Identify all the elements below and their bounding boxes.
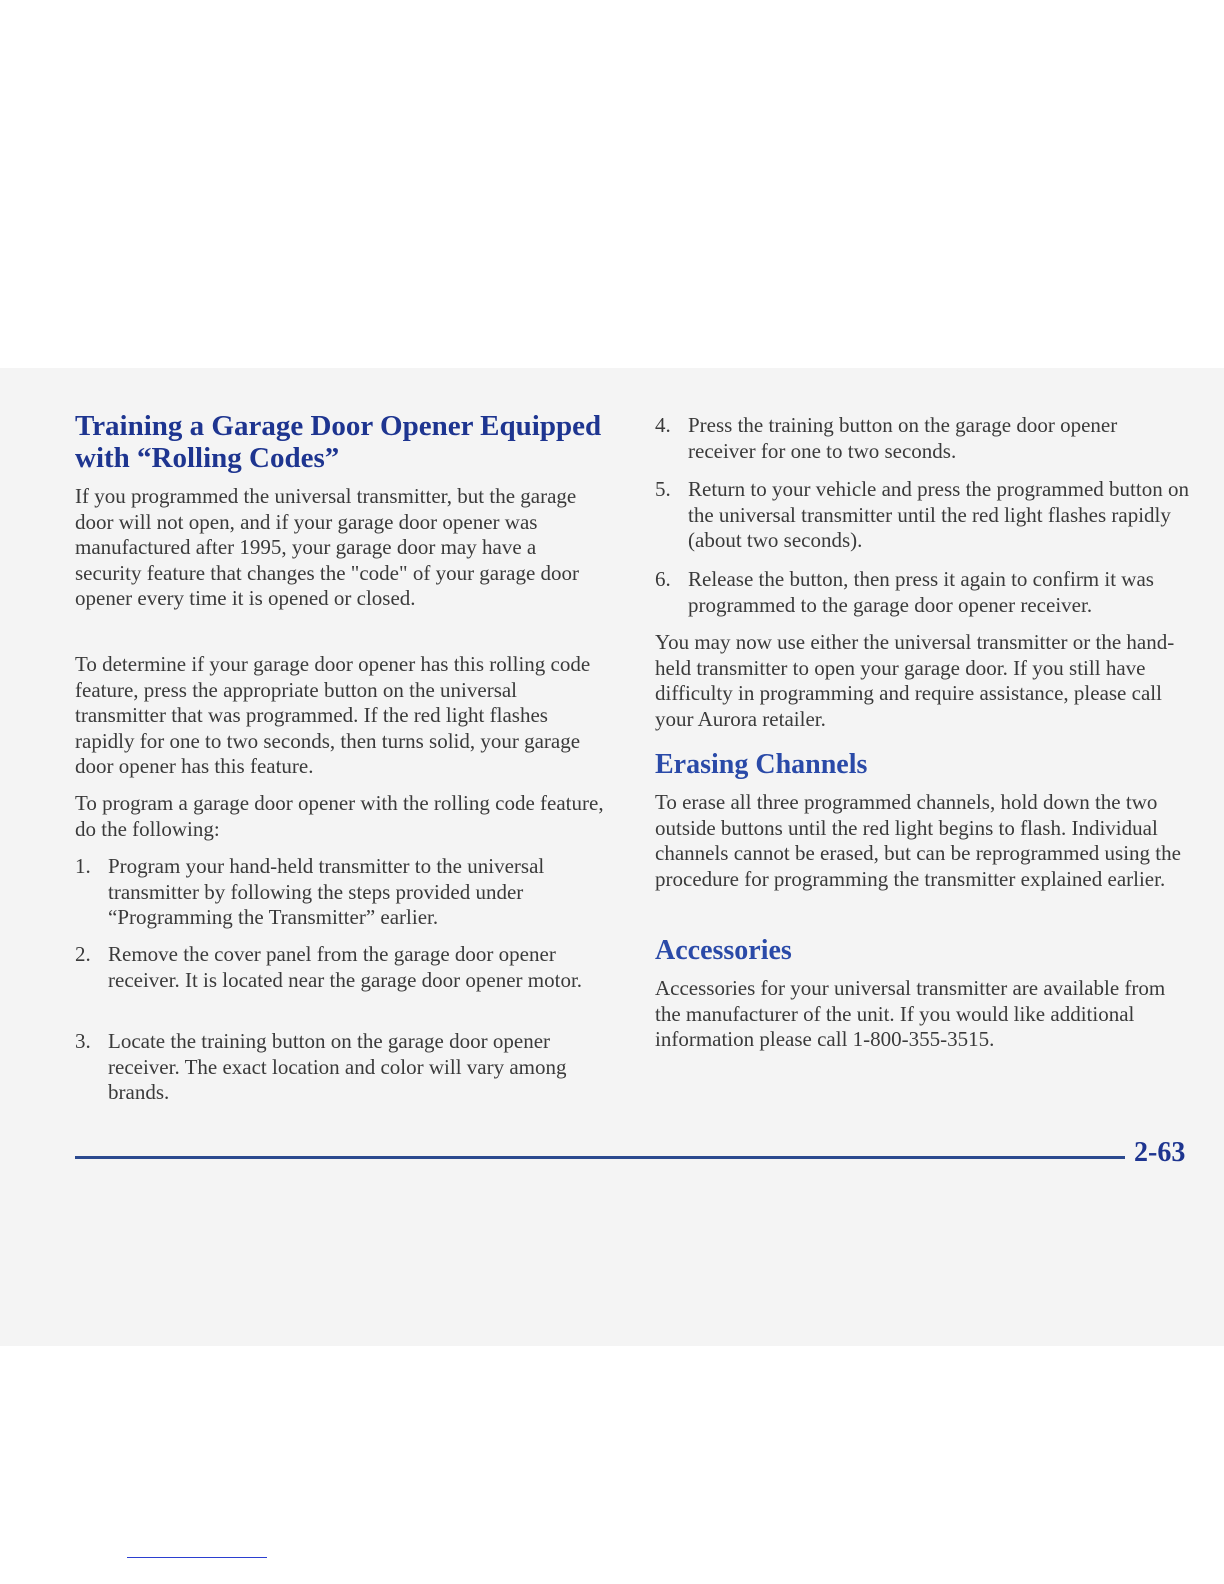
determine-paragraph — [75, 652, 610, 780]
step-number: 2. — [75, 942, 91, 966]
step-item — [655, 413, 1175, 464]
paragraph: To program a garage door opener with the rolling code feature, do the following: — [75, 791, 604, 841]
section-heading-rolling-codes: Training a Garage Door Opener Equipped with “Rolling Codes” — [75, 410, 602, 474]
after-steps-paragraph — [655, 630, 1190, 732]
accessories-paragraph — [655, 976, 1185, 1053]
step-text: Press the training button on the garage door opener receiver for one to two seconds. — [688, 413, 1118, 463]
step-number: 5. — [655, 477, 671, 501]
step-text: Return to your vehicle and press the programmed button on the universal transmitter until the red light flashes rapidly (about two seconds). — [688, 477, 1189, 553]
step-text: Program your hand-held transmitter to the universal transmitter by following the steps provided under “Programming the Transmitter” earlier. — [108, 854, 545, 930]
footer-rule — [75, 1156, 1125, 1159]
bottom-line — [127, 1557, 267, 1558]
step-text: Remove the cover panel from the garage door opener receiver. It is located near the garage door opener motor. — [108, 942, 583, 992]
intro-paragraph — [75, 484, 605, 612]
step-text: Locate the training button on the garage door opener receiver. The exact location and color will vary among brands. — [108, 1029, 567, 1105]
step-item — [75, 1029, 610, 1106]
step-number: 3. — [75, 1029, 91, 1053]
step-item — [75, 854, 610, 931]
paragraph: To erase all three programmed channels, hold down the two outside buttons until the red light begins to flash. Individual channels cannot be erased, but can be reprogrammed using the procedure for programming the transmitter explained earlier. — [655, 790, 1181, 891]
program-paragraph — [75, 791, 605, 842]
section-heading-accessories: Accessories — [655, 935, 792, 966]
step-number: 1. — [75, 854, 91, 878]
paragraph: To determine if your garage door opener has this rolling code feature, press the appropriate button on the universal transmitter that was programmed. If the red light flashes rapidly for one to two seconds, then turns solid, your garage door opener has this feature. — [75, 652, 591, 779]
step-number: 6. — [655, 567, 671, 591]
step-text: Release the button, then press it again to confirm it was programmed to the garage door opener receiver. — [688, 567, 1154, 617]
page-number: 2-63 — [1134, 1137, 1186, 1168]
step-item — [75, 942, 585, 993]
step-item — [655, 477, 1190, 554]
section-heading-erasing: Erasing Channels — [655, 749, 868, 780]
step-item — [655, 567, 1190, 618]
step-number: 4. — [655, 413, 671, 437]
paragraph: Accessories for your universal transmitter are available from the manufacturer of the unit. If you would like additional information please call 1-800-355-3515. — [655, 976, 1166, 1052]
paragraph: You may now use either the universal transmitter or the hand-held transmitter to open your garage door. If you still have difficulty in programming and require assistance, please call your Aurora retailer. — [655, 630, 1175, 731]
paragraph: If you programmed the universal transmitter, but the garage door will not open, and if your garage door opener was manufactured after 1995, your garage door may have a security feature that changes the "code" of your garage door opener every time it is opened or closed. — [75, 484, 580, 611]
erasing-paragraph — [655, 790, 1190, 892]
